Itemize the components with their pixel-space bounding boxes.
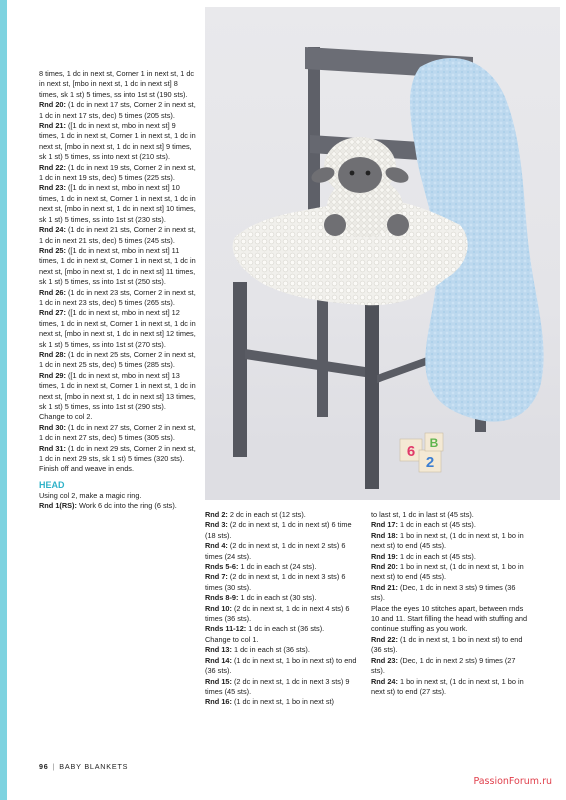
round-instructions: (1 dc in next 29 sts, Corner 2 in next st, 1 dc in next 29 sts, sk 1 st) 5 times (320 sts). bbox=[39, 443, 196, 464]
pattern-row bbox=[205, 572, 360, 593]
round-instructions: 1 bo in next st, (1 dc in next st, 1 bo in next st) to end (45 sts). bbox=[371, 530, 524, 551]
round-label: Rnd 28: bbox=[39, 349, 66, 359]
round-label: Rnds 8-9: bbox=[205, 593, 239, 603]
round-instructions: (1 dc in next 17 sts, Corner 2 in next st, 1 dc in next 17 sts, dec) 5 times (205 sts). bbox=[39, 100, 196, 120]
round-instructions: (Dec, 1 dc in next 3 sts) 9 times (36 sts). bbox=[371, 582, 516, 603]
round-instructions: ([1 dc in next st, mbo in next st] 12 times, 1 dc in next st, Corner 1 in next st, 1 dc in next st, [mbo in next st, 1 dc in next st] 12 times, sk 1 st) 5 times, ss into 1st st (270 sts). bbox=[39, 308, 196, 349]
round-instructions: 8 times, 1 dc in next st, Corner 1 in next st, 1 dc in next st, [mbo in next st, 1 dc in next st] 8 times, sk 1 st) 5 times, ss into 1st st (190 sts). bbox=[39, 69, 195, 99]
round-instructions: Change to col 2. bbox=[39, 412, 93, 422]
watermark-text: PassionForum.ru bbox=[473, 776, 552, 787]
pattern-row bbox=[205, 656, 360, 677]
round-instructions: 1 dc in each st (30 sts). bbox=[238, 593, 317, 603]
round-instructions: 1 dc in each st (45 sts). bbox=[397, 551, 476, 561]
round-instructions: ([1 dc in next st, mbo in next st] 13 times, 1 dc in next st, Corner 1 in next st, 1 dc in next st, [mbo in next st, 1 dc in next st] 13 times, sk 1 st) 5 times, ss into 1st st (290 sts). bbox=[39, 370, 196, 411]
chair-front-left-leg bbox=[233, 282, 247, 457]
round-label: Rnd 10: bbox=[205, 603, 232, 613]
round-instructions: (1 dc in next st, 1 bo in next st) to end (36 sts). bbox=[205, 655, 357, 676]
pattern-row bbox=[39, 444, 197, 465]
round-label: Rnd 21: bbox=[39, 121, 66, 131]
round-label: Rnd 31: bbox=[39, 443, 66, 453]
pattern-row bbox=[371, 635, 531, 656]
photo-illustration bbox=[205, 7, 560, 500]
round-instructions: Finish off and weave in ends. bbox=[39, 464, 134, 474]
round-label: Rnd 19: bbox=[371, 551, 398, 561]
sheep-right-hoof bbox=[387, 214, 409, 236]
round-instructions: (1 dc in next 25 sts, Corner 2 in next st, 1 dc in next 25 sts, dec) 5 times (285 sts). bbox=[39, 349, 196, 370]
round-instructions: (1 dc in next 19 sts, Corner 2 in next st, 1 dc in next 19 sts, dec) 5 times (225 sts). bbox=[39, 162, 196, 183]
pattern-row bbox=[205, 677, 360, 698]
pattern-rows-left bbox=[39, 69, 197, 475]
pattern-row bbox=[39, 100, 197, 121]
pattern-row bbox=[39, 288, 197, 309]
pattern-row bbox=[205, 604, 360, 625]
pattern-rows-head bbox=[39, 491, 197, 512]
pattern-row bbox=[371, 520, 531, 530]
round-instructions: 1 dc in each st (36 sts). bbox=[231, 645, 310, 655]
round-label: Rnd 13: bbox=[205, 645, 232, 655]
round-label: Rnd 22: bbox=[39, 162, 66, 172]
chair-front-right-leg bbox=[365, 299, 379, 489]
round-instructions: (1 dc in next 21 sts, Corner 2 in next st, 1 dc in next 21 sts, dec) 5 times (245 sts). bbox=[39, 225, 196, 245]
pattern-row bbox=[39, 163, 197, 184]
pattern-row bbox=[371, 510, 531, 520]
round-instructions: (2 dc in next st, 1 dc in next st) 6 time (18 sts). bbox=[205, 520, 352, 540]
pattern-rows-middle bbox=[205, 510, 360, 708]
round-label: Rnd 2: bbox=[205, 510, 228, 519]
pattern-row bbox=[39, 491, 197, 501]
round-instructions: 1 dc in each st (36 sts). bbox=[246, 624, 325, 634]
pattern-row bbox=[205, 645, 360, 655]
pattern-row bbox=[39, 412, 197, 422]
round-label: Rnd 16: bbox=[205, 697, 232, 707]
round-label: Rnds 11-12: bbox=[205, 624, 247, 634]
round-label: Rnds 5-6: bbox=[205, 562, 239, 572]
round-instructions: ([1 dc in next st, mbo in next st] 11 times, 1 dc in next st, Corner 1 in next st, 1 dc in next st, [mbo in next st, 1 dc in next st] 11 times, sk 1 st) 5 times, ss into 1st st (250 sts). bbox=[39, 245, 196, 287]
round-label: Rnd 7: bbox=[205, 572, 228, 582]
round-label: Rnd 20: bbox=[39, 100, 66, 110]
block-label-1: 6 bbox=[406, 443, 416, 460]
footer-separator: | bbox=[52, 762, 56, 771]
pattern-row bbox=[371, 562, 531, 583]
round-instructions: 1 bo in next st, (1 dc in next st, 1 bo in next st) to end (45 sts). bbox=[371, 562, 524, 582]
pattern-row bbox=[205, 697, 360, 707]
pattern-row bbox=[39, 350, 197, 371]
block-label-3: B bbox=[429, 436, 439, 450]
pattern-row bbox=[205, 593, 360, 603]
round-label: Rnd 23: bbox=[371, 655, 398, 665]
round-label: Rnd 24: bbox=[371, 676, 398, 686]
round-instructions: ([1 dc in next st, mbo in next st] 10 times, 1 dc in next st, Corner 1 in next st, 1 dc in next st, [mbo in next st, 1 dc in next st] 10 times, sk 1 st) 5 times, ss into 1st st (230 sts). bbox=[39, 183, 196, 224]
round-instructions: (2 dc in next st, 1 dc in next 3 sts) 9 times (45 sts). bbox=[205, 676, 350, 696]
pattern-row bbox=[39, 464, 197, 474]
pattern-row bbox=[39, 423, 197, 444]
round-instructions: (1 dc in next 23 sts, Corner 2 in next st, 1 dc in next 23 sts, dec) 5 times (265 sts). bbox=[39, 287, 196, 307]
page-footer bbox=[39, 762, 128, 771]
round-label: Rnd 18: bbox=[371, 530, 398, 540]
pattern-row bbox=[205, 510, 360, 520]
pattern-row bbox=[205, 541, 360, 562]
round-label: Rnd 15: bbox=[205, 676, 232, 686]
column-right bbox=[371, 510, 531, 697]
product-photo bbox=[205, 7, 560, 500]
round-instructions: 2 dc in each st (12 sts). bbox=[227, 510, 306, 519]
pattern-row bbox=[39, 501, 197, 511]
round-instructions: ([1 dc in next st, mbo in next st] 9 times, 1 dc in next st, Corner 1 in next st, 1 dc in next st, [mbo in next st, 1 dc in next st] 9 times, sk 1 st) 5 times, ss into next st (210 sts). bbox=[39, 121, 196, 162]
pattern-row bbox=[371, 583, 531, 604]
pattern-row bbox=[39, 121, 197, 163]
pattern-row bbox=[39, 183, 197, 225]
sheep-left-hoof bbox=[324, 214, 346, 236]
pattern-row bbox=[39, 225, 197, 246]
round-label: Rnd 4: bbox=[205, 541, 228, 551]
round-instructions: Work 6 dc into the ring (6 sts). bbox=[76, 501, 177, 511]
round-label: Rnd 26: bbox=[39, 287, 66, 297]
round-label: Rnd 20: bbox=[371, 562, 398, 572]
round-instructions: Using col 2, make a magic ring. bbox=[39, 490, 142, 500]
section-heading-head: HEAD bbox=[39, 479, 65, 490]
pattern-row bbox=[205, 520, 360, 541]
pattern-row bbox=[371, 604, 531, 635]
pattern-row bbox=[205, 562, 360, 572]
pattern-row bbox=[39, 246, 197, 288]
round-instructions: 1 dc in each st (24 sts). bbox=[238, 562, 317, 572]
round-instructions: 1 dc in each st (45 sts). bbox=[397, 520, 476, 530]
round-instructions: (2 dc in next st, 1 dc in next 2 sts) 6 times (24 sts). bbox=[205, 541, 346, 561]
round-instructions: Change to col 1. bbox=[205, 634, 259, 644]
round-instructions: (2 dc in next st, 1 dc in next 3 sts) 6 times (30 sts). bbox=[205, 572, 346, 592]
round-label: Rnd 27: bbox=[39, 308, 66, 318]
pattern-row bbox=[371, 531, 531, 552]
round-label: Rnd 3: bbox=[205, 520, 228, 530]
pattern-row bbox=[371, 677, 531, 698]
pattern-rows-right bbox=[371, 510, 531, 697]
pattern-row bbox=[205, 635, 360, 645]
pattern-row bbox=[205, 624, 360, 634]
round-label: Rnd 21: bbox=[371, 582, 398, 592]
round-label: Rnd 29: bbox=[39, 370, 66, 380]
round-instructions: (1 dc in next st, 1 bo in next st) to end (36 sts). bbox=[371, 634, 523, 655]
round-label: Rnd 1(RS): bbox=[39, 501, 77, 511]
page-number: 96 bbox=[39, 762, 49, 771]
accent-strip bbox=[0, 0, 7, 800]
column-left bbox=[39, 69, 197, 512]
round-instructions: (1 dc in next st, 1 bo in next st) bbox=[231, 697, 334, 707]
round-label: Rnd 23: bbox=[39, 183, 66, 193]
sheep-face bbox=[338, 157, 382, 193]
pattern-row bbox=[371, 552, 531, 562]
round-label: Rnd 30: bbox=[39, 422, 66, 432]
pattern-row bbox=[39, 69, 197, 100]
column-middle bbox=[205, 510, 360, 708]
running-title: BABY BLANKETS bbox=[59, 762, 129, 771]
round-label: Rnd 14: bbox=[205, 655, 232, 665]
pattern-row bbox=[39, 308, 197, 350]
round-instructions: to last st, 1 dc in last st (45 sts). bbox=[371, 510, 474, 519]
round-label: Rnd 25: bbox=[39, 245, 66, 255]
round-instructions: 1 bo in next st, (1 dc in next st, 1 bo in next st) to end (27 sts). bbox=[371, 676, 524, 696]
round-label: Rnd 22: bbox=[371, 634, 398, 644]
round-instructions: Place the eyes 10 stitches apart, between rnds 10 and 11. Start filling the head with stuffing and continue stuffing as you work. bbox=[371, 603, 528, 634]
round-instructions: (1 dc in next 27 sts, Corner 2 in next st, 1 dc in next 27 sts, dec) 5 times (305 sts). bbox=[39, 422, 196, 443]
round-instructions: (2 dc in next st, 1 dc in next 4 sts) 6 times (36 sts). bbox=[205, 603, 350, 624]
round-label: Rnd 17: bbox=[371, 520, 398, 530]
pattern-row bbox=[371, 656, 531, 677]
round-instructions: (Dec, 1 dc in next 2 sts) 9 times (27 sts). bbox=[371, 655, 516, 676]
block-label-2: 2 bbox=[425, 454, 435, 471]
round-label: Rnd 24: bbox=[39, 225, 66, 235]
pattern-row bbox=[39, 371, 197, 413]
